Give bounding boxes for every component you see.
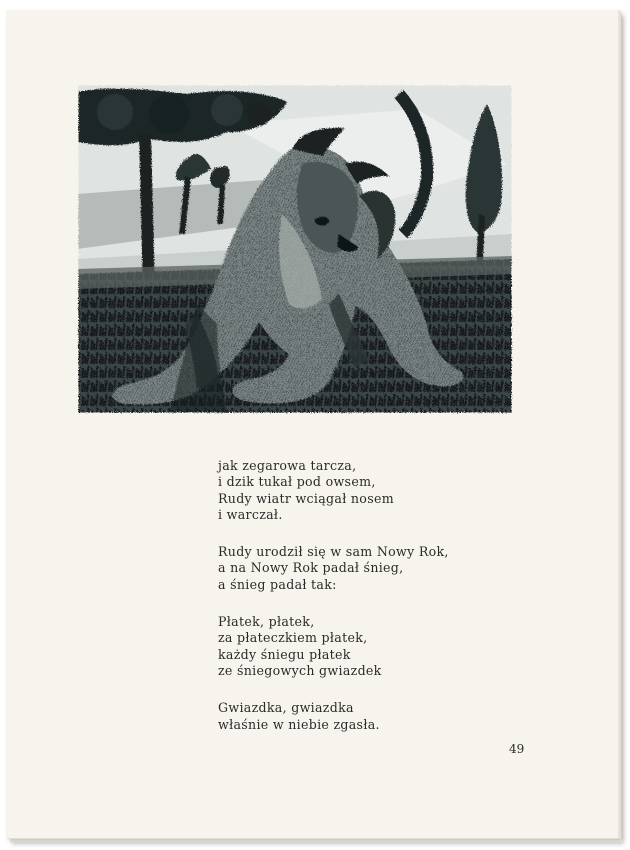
- poem-line: a na Nowy Rok padał śnieg,: [218, 560, 404, 576]
- stanza: [218, 614, 518, 679]
- poem-text: [218, 458, 518, 754]
- poem-line: ze śniegowych gwiazdek: [218, 662, 382, 678]
- poem-line: Płatek, płatek,: [218, 614, 315, 630]
- poem-line: Rudy urodził się w sam Nowy Rok,: [218, 544, 449, 560]
- stanza: [218, 700, 518, 733]
- poem-line: i warczał.: [218, 506, 283, 522]
- book-page: [6, 10, 620, 838]
- poem-line: właśnie w niebie zgasła.: [218, 716, 380, 732]
- poem-line: każdy śniegu płatek: [218, 646, 351, 662]
- stanza: [218, 458, 518, 523]
- stanza: [218, 544, 518, 593]
- poem-line: a śnieg padał tak:: [218, 576, 337, 592]
- poem-line: jak zegarowa tarcza,: [218, 458, 357, 473]
- poem-line: Rudy wiatr wciągał nosem: [218, 490, 394, 506]
- poem-line: i dzik tukał pod owsem,: [218, 474, 376, 490]
- poem-line: za płateczkiem płatek,: [218, 630, 368, 646]
- poem-line: Gwiazdka, gwiazdka: [218, 700, 354, 716]
- dog-illustration-icon: [77, 84, 513, 414]
- page-number: 49: [509, 742, 525, 756]
